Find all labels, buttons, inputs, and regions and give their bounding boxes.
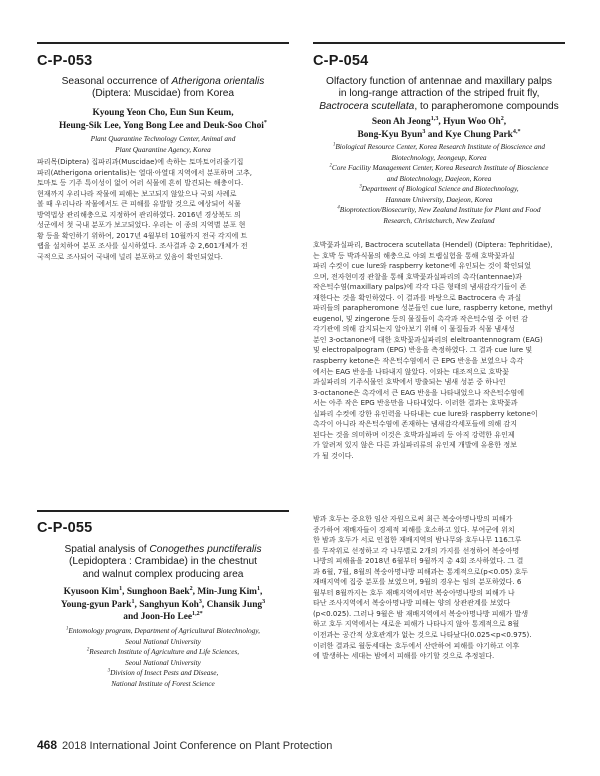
abstract-body-c055: 밤과 호두는 중요한 임산 자원으로써 최근 복숭아명나방의 피해가 증가하여 재배자들이 경제적 피해를 호소하고 있다. 부여군에 위치 한 밤과 호두가 서로 인접한 재배지역의 밤나무와 호두나무 116그루 를 무작위로 선정하고 각 나무별로 2개의 가지를 선정하여 복숭아명 나방의 피해율을 2018년 6월부터 9월까지 총 4회 조사하였다. 그 결 과 6월, 7월, 8월의 복숭아명나방 피해과는 통계적으로(p<0.05) 호두 재배지역에 집중 분포를 보였으며, 9월의 경우는 임의 분포하였다. 6 월부터 8월까지는 호두 재배지역에서만 복숭아명나방의 피해가 나 타난 조사지역에서 복숭아명나방 피해는 양의 상관관계를 보였다 (p<0.025). 그러나 9월은 밤 재배지역에서 복숭아명나방 피해가 발생 하고 호두 지역에서는 새로운 피해가 나타나지 않아 통계적으로 8월 이전과는 공간적 상호관계가 없는 것으로 나타났다(0.025<p<0.975). 이러한 결과로 월동세대는 호두에서 산란하여 피해를 야기하고 이후 에 발생하는 세대는 밤에서 피해를 야기할 것으로 추정된다. bbox=[313, 514, 532, 661]
authors-c053: Kyoung Yeon Cho, Eun Sun Keum, Heung-Sik Lee, Yong Bong Lee and Deuk-Soo Choi* bbox=[59, 108, 267, 131]
abstract-body-c053: 파리목(Diptera) 집파리과(Muscidae)에 속하는 토마토어리줄기집 파리(Atherigona orientalis)는 열대·아열대 지역에서 분포하며 고추, 토마토 등 기주 특이성이 없어 여러 식물에 흔히 발견되는 해충이다. 현재까지 우리나라 작물에 피해는 보고되지 않았으나 국외 사례로 볼 때 우리나라 작물에서도 큰 피해를 유발할 것으로 예상되어 식물 방역법상 관리해충으로 지정하여 관리하였다. 2016년 경상북도 의 성군에서 첫 국내 분포가 보고되었다. 우리는 이 종의 지역별 분포 현 황 등을 확인하기 위하여, 2017년 4월부터 10월까지 전국 각지에 트 랩을 설치하여 분포 조사를 실시하였다. 조사결과 총 2,601개체가 전 국적으로 조사되어 국내에 널리 분포하고 있음이 확인되었다. bbox=[37, 157, 253, 261]
abstract-body-c054: 호박꽃과실파리, Bactrocera scutellata (Hendel) (Diptera: Tephritidae), 는 호박 등 박과식물의 해충으로 야외 트랩실험을 통해 호박꽃과실 파리 수컷이 cue lure와 raspberry ketone에 유인되는 것이 확인되었 으며, 전자현미경 관찰을 통해 호박꽃과실파리의 촉각(antennae)과 작은턱수염(maxillary palps)에 각각 다른 형태의 냄새감각기들이 존 재한다는 것을 확인하였다. 이 결과를 바탕으로 Bactrocera 속 과실 파리들의 parapheromone 성분들인 cue lure, raspberry ketone, methyl eugenol, 및 zingerone 등의 물질들이 촉각과 작은턱수염 중 어떤 감 각기관에 의해 감지되는지 알아보기 위해 이 물질들과 식물 냄새성 분인 3-octanone에 대한 호박꽃과실파리의 eleltroantennogram (EAG) 및 electropalpogram (EPG) 반응을 측정하였다. 그 결과 cue lure 및 raspberry ketone은 작은턱수염에서 큰 EPG 반응을 보였으나 촉각 에서는 EAG 반응을 나타내지 않았다. 이와는 대조적으로 호박꽃 과실파리의 기주식물인 호박에서 방출되는 냄새 성분 중 하나인 3-octanone은 촉각에서 큰 EAG 반응을 나타내었으나 작은턱수염에 서는 아주 작은 EPG 반응만을 나타내었다. 이러한 결과는 호박꽃과 실파리 수컷에 강한 유인력을 나타내는 cue lure와 raspberry ketone이 촉각이 아니라 작은턱수염에 존재하는 냄새감각세포들에 의해 감지 된다는 것을 의미하며 이것은 호박과실파리 등 아직 강력한 유인제 가 알려져 있지 않은 다른 과실파리류의 유인제 개발에 유용한 정보 가 될 것이다. bbox=[313, 240, 553, 460]
abstract-code-c055: C-P-055 bbox=[37, 520, 93, 536]
abstract-title-c053: Seasonal occurrence of Atherigona orientalis (Diptera: Muscidae) from Korea bbox=[61, 76, 265, 100]
abstract-title-c054: Olfactory function of antennae and maxillary palps in long-range attraction of the striped fruit fly, Bactrocera scutellata, to parapheromone compounds bbox=[319, 76, 559, 112]
page-number: 468 bbox=[37, 738, 58, 752]
affiliation-c053: Plant Quarantine Technology Center, Animal and Plant Quarantine Agency, Korea bbox=[90, 134, 236, 154]
authors-c055: Kyusoon Kim$^1$, Sunghoon Baek$^2$, Min-Jung Kim$^1$, Young-gyun Park$^1$, Sanghyun Koh$^3$, Chansik Jung$^3$ and Joon-Ho Lee$^{1,2*}$ bbox=[60, 585, 266, 622]
section-rule-c055 bbox=[37, 510, 289, 512]
section-rule-c053 bbox=[37, 42, 289, 44]
authors-c054: Seon Ah Jeong$^{1,3}$, Hyun Woo Oh$^2$, Bong-Kyu Byun$^3$ and Kye Chung Park$^{4,*}$ bbox=[357, 115, 521, 140]
affiliation-c055: $^1$Entomology program, Department of Agricultural Biotechnology, Seoul National University $^2$Research Institute of Agriculture and Life Sciences, Seoul National University $^3$Division of Insect Pests and Disease, National Institute of Forest Science bbox=[66, 626, 260, 688]
section-rule-c054 bbox=[313, 42, 565, 44]
abstract-title-c055: Spatial analysis of Conogethes punctiferalis (Lepidoptera : Crambidae) in the chestnut and walnut complex producing area bbox=[64, 544, 262, 580]
page-footer bbox=[37, 738, 567, 752]
abstract-code-c053: C-P-053 bbox=[37, 53, 93, 69]
abstract-code-c054: C-P-054 bbox=[313, 53, 369, 69]
affiliation-c054: $^1$Biological Resource Center, Korea Research Institute of Bioscience and Biotechnology, Jeongeup, Korea $^2$Core Facility Management Center, Korea Research Institute of Bioscience and Biotechnology, Daejeon, Korea $^3$Department of Biological Science and Biotechnology, Hannam University, Daejeon, Korea $^4$Bioprotection/Biosecurity, New Zealand Institute for Plant and Food Research, Christchurch, New Zealand bbox=[329, 142, 549, 225]
conference-name: 2018 International Joint Conference on Plant Protection bbox=[62, 740, 333, 752]
